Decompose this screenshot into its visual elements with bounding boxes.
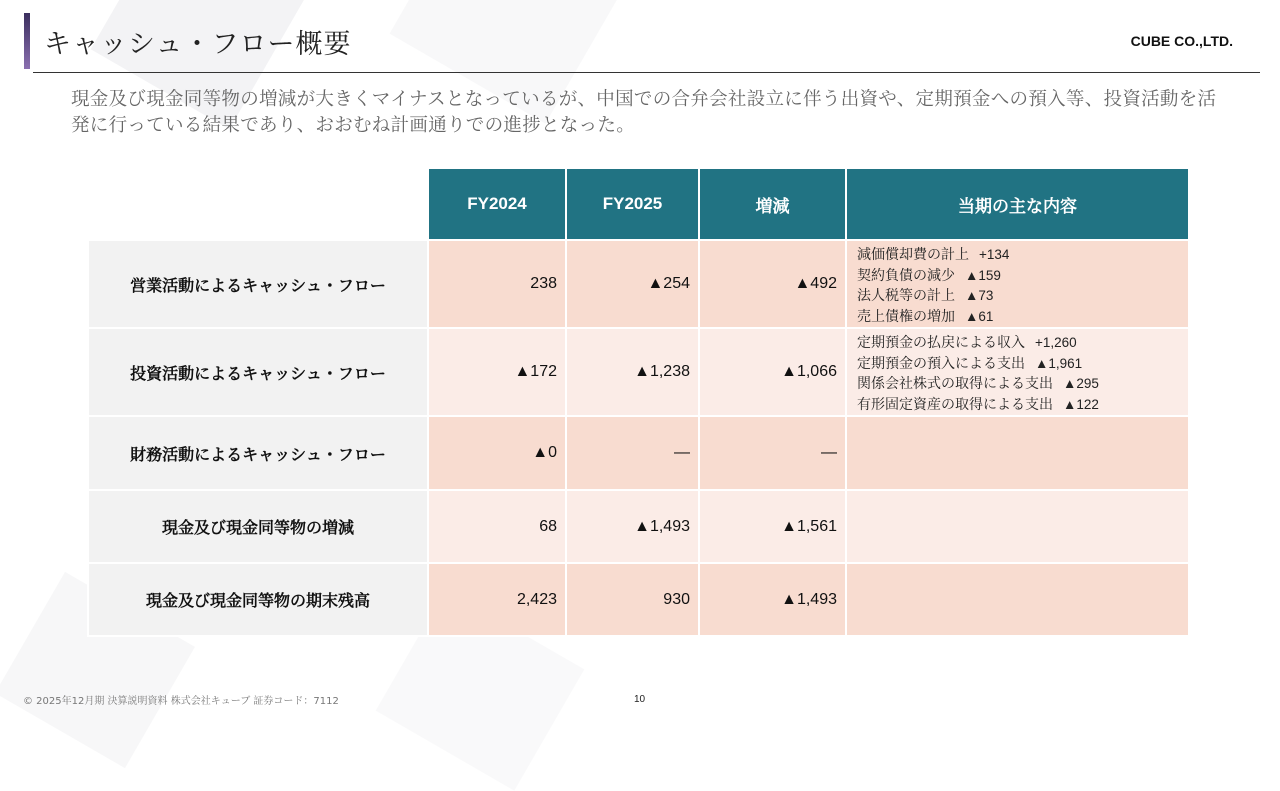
fy2024-value: 238 [428, 240, 566, 328]
header-blank-cell [88, 168, 428, 240]
change-value: ▲492 [699, 240, 846, 328]
details-cell [846, 490, 1189, 563]
fy2024-value: 68 [428, 490, 566, 563]
detail-text: 契約負債の減少 [857, 267, 955, 284]
fy2024-value: 2,423 [428, 563, 566, 636]
detail-amount: ▲73 [965, 288, 994, 303]
footer-copyright: © 2025年12月期 決算説明資料 株式会社キューブ 証券コード：7112 [23, 696, 339, 707]
title-accent-bar [24, 13, 30, 69]
company-name: CUBE CO.,LTD. [1130, 33, 1233, 49]
detail-amount: ▲1,961 [1035, 355, 1083, 371]
details-cell [846, 416, 1189, 490]
detail-text: 定期預金の預入による支出 [857, 355, 1025, 372]
detail-line [857, 286, 1178, 307]
table-header-row [88, 168, 1189, 240]
detail-text: 関係会社株式の取得による支出 [857, 376, 1053, 392]
detail-amount: ▲61 [965, 308, 994, 324]
fy2025-value: ▲1,493 [566, 490, 699, 563]
fy2024-value: ▲0 [428, 416, 566, 490]
change-value: ▲1,066 [699, 328, 846, 416]
details-cell [846, 240, 1189, 328]
detail-text: 減価償却費の計上 [857, 247, 969, 263]
detail-line [857, 354, 1178, 375]
details-cell [846, 328, 1189, 416]
row-label: 現金及び現金同等物の期末残高 [88, 563, 428, 636]
row-label: 財務活動によるキャッシュ・フロー [88, 416, 428, 490]
detail-line [857, 333, 1178, 354]
table-row [88, 490, 1189, 563]
column-header: 当期の主な内容 [846, 168, 1189, 240]
detail-text: 定期預金の払戻による収入 [857, 335, 1025, 351]
row-label: 投資活動によるキャッシュ・フロー [88, 328, 428, 416]
detail-amount: ▲122 [1063, 396, 1099, 412]
fy2025-value: ▲254 [566, 240, 699, 328]
column-header: 増減 [699, 168, 846, 240]
table-row [88, 416, 1189, 490]
detail-amount: ▲295 [1063, 376, 1099, 391]
fy2025-value: ▲1,238 [566, 328, 699, 416]
detail-text: 有形固定資産の取得による支出 [857, 396, 1053, 413]
table-row [88, 563, 1189, 636]
lead-text: 現金及び現金同等物の増減が大きくマイナスとなっているが、中国での合弁会社設立に伴う出資や、定期預金への預入等、投資活動を活発に行っている結果であり、おおむね計画通りでの進捗となった。 [71, 89, 1217, 136]
row-label: 現金及び現金同等物の増減 [88, 490, 428, 563]
detail-line [857, 307, 1178, 328]
title-divider [33, 72, 1260, 73]
fy2024-value: ▲172 [428, 328, 566, 416]
detail-line [857, 266, 1178, 287]
detail-amount: +134 [979, 247, 1010, 262]
detail-line [857, 245, 1178, 266]
row-label: 営業活動によるキャッシュ・フロー [88, 240, 428, 328]
detail-line [857, 395, 1178, 416]
table-row [88, 240, 1189, 328]
detail-amount: ▲159 [965, 267, 1001, 283]
change-value: ▲1,493 [699, 563, 846, 636]
column-header: FY2025 [566, 168, 699, 240]
detail-text: 売上債権の増加 [857, 308, 955, 325]
page-number: 10 [634, 694, 646, 705]
cash-flow-table [87, 167, 1190, 637]
column-header: FY2024 [428, 168, 566, 240]
change-value: ▲1,561 [699, 490, 846, 563]
detail-amount: +1,260 [1035, 335, 1077, 350]
fy2025-value: 930 [566, 563, 699, 636]
detail-text: 法人税等の計上 [857, 288, 955, 304]
page-title: キャッシュ・フロー概要 [44, 29, 352, 60]
fy2025-value: ― [566, 416, 699, 490]
detail-line [857, 374, 1178, 395]
details-cell [846, 563, 1189, 636]
table-row [88, 328, 1189, 416]
change-value: ― [699, 416, 846, 490]
